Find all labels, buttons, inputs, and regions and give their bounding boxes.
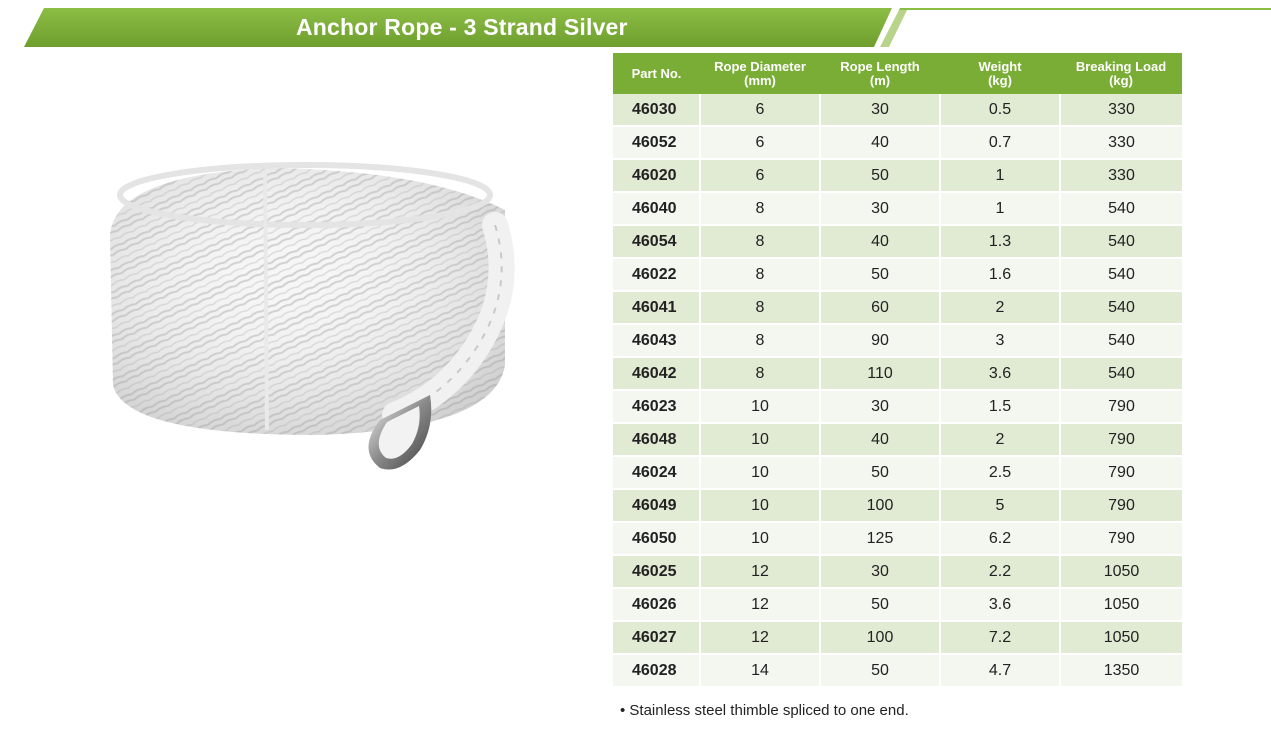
breaking-load: 1050 — [1060, 588, 1182, 621]
rope-diameter: 8 — [700, 324, 820, 357]
rope-length: 40 — [820, 126, 940, 159]
weight: 1.5 — [940, 390, 1060, 423]
banner-shape — [0, 0, 1271, 50]
rope-diameter: 8 — [700, 258, 820, 291]
breaking-load: 540 — [1060, 324, 1182, 357]
rope-length: 100 — [820, 489, 940, 522]
breaking-load: 330 — [1060, 94, 1182, 126]
rope-length: 110 — [820, 357, 940, 390]
weight: 1 — [940, 159, 1060, 192]
rope-length: 50 — [820, 588, 940, 621]
part-no: 46027 — [613, 621, 700, 654]
breaking-load: 1050 — [1060, 621, 1182, 654]
weight: 1.3 — [940, 225, 1060, 258]
rope-length: 30 — [820, 192, 940, 225]
weight: 7.2 — [940, 621, 1060, 654]
part-no: 46052 — [613, 126, 700, 159]
weight: 1.6 — [940, 258, 1060, 291]
weight: 1 — [940, 192, 1060, 225]
table-row — [613, 258, 1182, 291]
weight: 3 — [940, 324, 1060, 357]
rope-length: 50 — [820, 654, 940, 687]
breaking-load: 330 — [1060, 126, 1182, 159]
rope-diameter: 8 — [700, 192, 820, 225]
table-row — [613, 291, 1182, 324]
weight: 6.2 — [940, 522, 1060, 555]
table-row — [613, 621, 1182, 654]
rope-coil-illustration — [95, 150, 525, 480]
breaking-load: 790 — [1060, 390, 1182, 423]
breaking-load: 790 — [1060, 456, 1182, 489]
table-row — [613, 588, 1182, 621]
part-no: 46042 — [613, 357, 700, 390]
header-rope-length: Rope Length (m) — [820, 53, 940, 94]
part-no: 46048 — [613, 423, 700, 456]
rope-diameter: 8 — [700, 225, 820, 258]
part-no: 46040 — [613, 192, 700, 225]
table-row — [613, 94, 1182, 126]
weight: 0.5 — [940, 94, 1060, 126]
table-row — [613, 225, 1182, 258]
spec-table — [613, 53, 1182, 688]
rope-diameter: 10 — [700, 456, 820, 489]
part-no: 46023 — [613, 390, 700, 423]
rope-diameter: 12 — [700, 588, 820, 621]
product-image — [95, 150, 525, 480]
rope-diameter: 10 — [700, 390, 820, 423]
feature-note: • Stainless steel thimble spliced to one end. — [620, 702, 909, 719]
breaking-load: 540 — [1060, 258, 1182, 291]
table-row — [613, 357, 1182, 390]
part-no: 46024 — [613, 456, 700, 489]
rope-length: 125 — [820, 522, 940, 555]
rope-diameter: 6 — [700, 126, 820, 159]
rope-length: 40 — [820, 423, 940, 456]
weight: 2 — [940, 423, 1060, 456]
breaking-load: 540 — [1060, 291, 1182, 324]
part-no: 46054 — [613, 225, 700, 258]
rope-diameter: 8 — [700, 357, 820, 390]
part-no: 46049 — [613, 489, 700, 522]
rope-length: 40 — [820, 225, 940, 258]
part-no: 46030 — [613, 94, 700, 126]
rope-length: 60 — [820, 291, 940, 324]
part-no: 46020 — [613, 159, 700, 192]
part-no: 46028 — [613, 654, 700, 687]
rope-diameter: 14 — [700, 654, 820, 687]
rope-diameter: 12 — [700, 621, 820, 654]
header-weight: Weight (kg) — [940, 53, 1060, 94]
rope-length: 30 — [820, 390, 940, 423]
weight: 2.2 — [940, 555, 1060, 588]
rope-diameter: 6 — [700, 159, 820, 192]
rope-length: 90 — [820, 324, 940, 357]
rope-length: 30 — [820, 555, 940, 588]
breaking-load: 790 — [1060, 522, 1182, 555]
table-row — [613, 192, 1182, 225]
part-no: 46026 — [613, 588, 700, 621]
header-part-no: Part No. — [613, 53, 700, 94]
rope-length: 50 — [820, 456, 940, 489]
rope-length: 30 — [820, 94, 940, 126]
table-row — [613, 423, 1182, 456]
table-row — [613, 456, 1182, 489]
table-header-row — [613, 53, 1182, 94]
part-no: 46041 — [613, 291, 700, 324]
breaking-load: 790 — [1060, 489, 1182, 522]
table-row — [613, 654, 1182, 687]
weight: 3.6 — [940, 357, 1060, 390]
breaking-load: 540 — [1060, 357, 1182, 390]
rope-diameter: 6 — [700, 94, 820, 126]
rope-diameter: 8 — [700, 291, 820, 324]
rope-length: 50 — [820, 159, 940, 192]
rope-diameter: 10 — [700, 423, 820, 456]
weight: 2 — [940, 291, 1060, 324]
breaking-load: 540 — [1060, 192, 1182, 225]
table-row — [613, 324, 1182, 357]
table-row — [613, 390, 1182, 423]
table-row — [613, 522, 1182, 555]
rope-diameter: 10 — [700, 489, 820, 522]
part-no: 46043 — [613, 324, 700, 357]
weight: 0.7 — [940, 126, 1060, 159]
header-breaking-load: Breaking Load (kg) — [1060, 53, 1182, 94]
rope-length: 100 — [820, 621, 940, 654]
breaking-load: 330 — [1060, 159, 1182, 192]
breaking-load: 540 — [1060, 225, 1182, 258]
part-no: 46022 — [613, 258, 700, 291]
table-row — [613, 126, 1182, 159]
breaking-load: 790 — [1060, 423, 1182, 456]
table-row — [613, 489, 1182, 522]
part-no: 46050 — [613, 522, 700, 555]
weight: 3.6 — [940, 588, 1060, 621]
breaking-load: 1350 — [1060, 654, 1182, 687]
rope-length: 50 — [820, 258, 940, 291]
weight: 4.7 — [940, 654, 1060, 687]
weight: 2.5 — [940, 456, 1060, 489]
header-rope-diameter: Rope Diameter (mm) — [700, 53, 820, 94]
breaking-load: 1050 — [1060, 555, 1182, 588]
header-banner — [0, 0, 1271, 50]
table-row — [613, 555, 1182, 588]
page-title: Anchor Rope - 3 Strand Silver — [296, 14, 628, 40]
weight: 5 — [940, 489, 1060, 522]
table-row — [613, 159, 1182, 192]
rope-diameter: 10 — [700, 522, 820, 555]
rope-diameter: 12 — [700, 555, 820, 588]
part-no: 46025 — [613, 555, 700, 588]
